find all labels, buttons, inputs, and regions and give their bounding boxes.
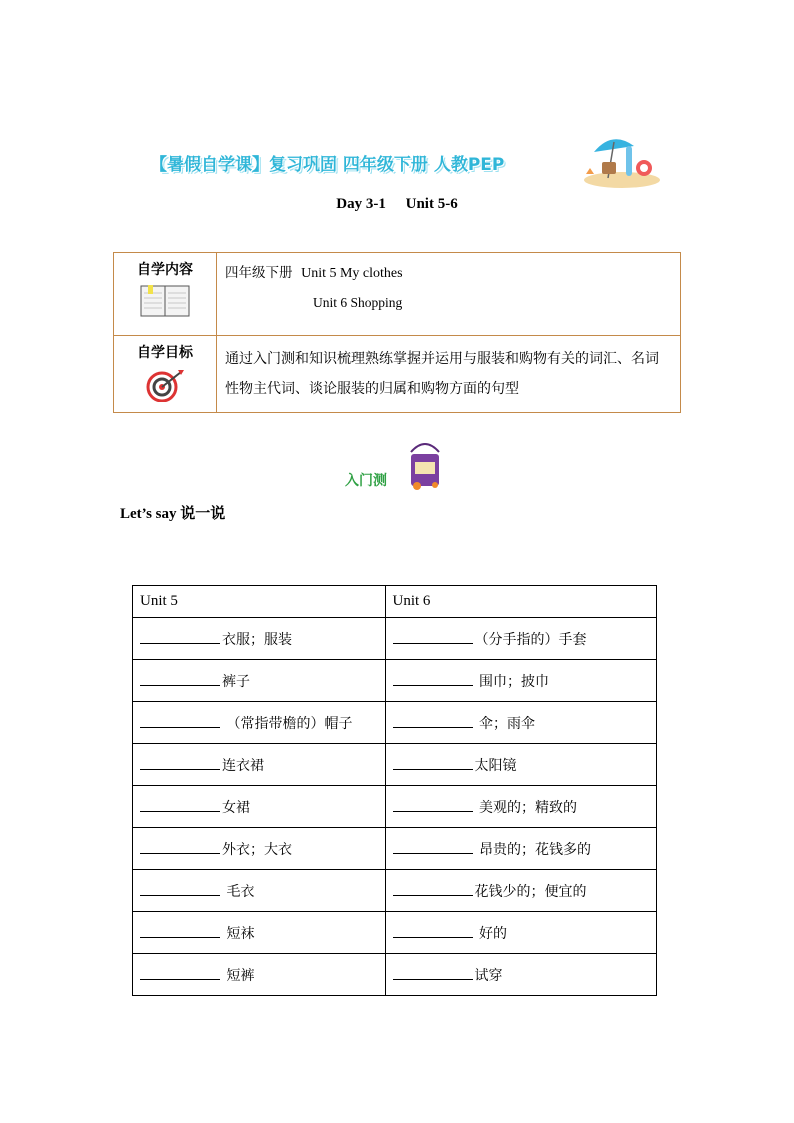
answer-blank[interactable] bbox=[140, 965, 220, 980]
lets-say-heading bbox=[120, 502, 225, 523]
content-cell bbox=[217, 253, 681, 336]
answer-blank[interactable] bbox=[140, 923, 220, 938]
page-banner-title: 【暑假自学课】复习巩固 四年级下册 人教PEP bbox=[150, 155, 505, 175]
answer-blank[interactable] bbox=[393, 713, 473, 728]
chinese-meaning: 试穿 bbox=[474, 967, 503, 984]
table-row bbox=[133, 828, 657, 870]
unit6-vocab-cell bbox=[385, 828, 656, 870]
table-row bbox=[133, 912, 657, 954]
beach-decoration-icon bbox=[582, 128, 662, 188]
vocab-header-unit6: Unit 6 bbox=[385, 586, 656, 618]
unit6-vocab-cell bbox=[385, 954, 656, 996]
unit6-vocab-cell bbox=[385, 660, 656, 702]
answer-blank[interactable] bbox=[140, 629, 220, 644]
chinese-meaning: 伞；雨伞 bbox=[474, 715, 535, 732]
chinese-meaning: （分手指的）手套 bbox=[474, 631, 587, 648]
unit6-vocab-cell bbox=[385, 786, 656, 828]
goal-row bbox=[114, 336, 681, 413]
table-row bbox=[133, 702, 657, 744]
unit-label: Unit 5-6 bbox=[405, 196, 458, 212]
table-row bbox=[133, 870, 657, 912]
content-label: 自学内容 bbox=[137, 262, 193, 278]
unit6-vocab-cell bbox=[385, 744, 656, 786]
chinese-meaning: 昂贵的；花钱多的 bbox=[474, 841, 591, 858]
content-label-cell bbox=[114, 253, 217, 336]
vocab-table bbox=[132, 585, 657, 996]
chinese-meaning: 裤子 bbox=[222, 673, 250, 690]
unit6-vocab-cell bbox=[385, 702, 656, 744]
answer-blank[interactable] bbox=[393, 839, 473, 854]
chinese-meaning: （常指带檐的）帽子 bbox=[222, 715, 353, 732]
unit6-vocab-cell bbox=[385, 912, 656, 954]
table-row bbox=[133, 954, 657, 996]
content-row bbox=[114, 253, 681, 336]
unit5-vocab-cell bbox=[133, 744, 386, 786]
goal-label-cell bbox=[114, 336, 217, 413]
answer-blank[interactable] bbox=[140, 755, 220, 770]
content-line-1 bbox=[225, 261, 672, 282]
chinese-meaning: 好的 bbox=[474, 925, 507, 942]
chinese-meaning: 连衣裙 bbox=[222, 757, 264, 774]
chinese-meaning: 太阳镜 bbox=[474, 757, 517, 774]
answer-blank[interactable] bbox=[393, 629, 473, 644]
chinese-meaning: 短袜 bbox=[222, 925, 255, 942]
chinese-meaning: 女裙 bbox=[222, 799, 250, 816]
unit5-vocab-cell bbox=[133, 702, 386, 744]
answer-blank[interactable] bbox=[140, 671, 220, 686]
vocab-header-row bbox=[133, 586, 657, 618]
vocab-header-unit5: Unit 5 bbox=[133, 586, 386, 618]
unit5-vocab-cell bbox=[133, 870, 386, 912]
answer-blank[interactable] bbox=[140, 881, 220, 896]
unit5-vocab-cell bbox=[133, 660, 386, 702]
chinese-meaning: 花钱少的；便宜的 bbox=[474, 883, 587, 900]
unit6-vocab-cell bbox=[385, 618, 656, 660]
content-grade: 四年级下册 bbox=[225, 265, 293, 281]
unit5-vocab-cell bbox=[133, 786, 386, 828]
chinese-meaning: 衣服；服装 bbox=[222, 631, 292, 648]
goal-text: 通过入门测和知识梳理熟练掌握并运用与服装和购物有关的词汇、名词性物主代词、谈论服装的归属和购物方面的句型 bbox=[217, 336, 681, 413]
target-icon bbox=[145, 368, 185, 402]
answer-blank[interactable] bbox=[140, 797, 220, 812]
content-unit6: Unit 6 Shopping bbox=[313, 295, 403, 310]
lets-say-zh: 说一说 bbox=[180, 504, 226, 522]
table-row bbox=[133, 786, 657, 828]
entry-test-label: 入门测 bbox=[345, 473, 387, 489]
study-plan-table bbox=[113, 252, 681, 413]
day-label: Day 3-1 bbox=[336, 196, 386, 212]
answer-blank[interactable] bbox=[393, 755, 473, 770]
chinese-meaning: 毛衣 bbox=[222, 883, 255, 900]
answer-blank[interactable] bbox=[140, 839, 220, 854]
content-unit5: Unit 5 My clothes bbox=[301, 266, 403, 281]
day-unit-subtitle bbox=[0, 196, 794, 213]
unit5-vocab-cell bbox=[133, 828, 386, 870]
table-row bbox=[133, 744, 657, 786]
trick-or-treat-bucket-icon bbox=[405, 440, 445, 490]
answer-blank[interactable] bbox=[393, 797, 473, 812]
answer-blank[interactable] bbox=[393, 923, 473, 938]
chinese-meaning: 短裤 bbox=[222, 967, 255, 984]
unit5-vocab-cell bbox=[133, 954, 386, 996]
goal-label: 自学目标 bbox=[137, 345, 193, 361]
chinese-meaning: 外衣；大衣 bbox=[222, 841, 292, 858]
answer-blank[interactable] bbox=[393, 965, 473, 980]
unit5-vocab-cell bbox=[133, 618, 386, 660]
lets-say-en: Let’s say bbox=[120, 506, 177, 522]
table-row bbox=[133, 660, 657, 702]
chinese-meaning: 美观的；精致的 bbox=[474, 799, 577, 816]
notebook-icon bbox=[140, 285, 190, 317]
unit6-vocab-cell bbox=[385, 870, 656, 912]
answer-blank[interactable] bbox=[393, 881, 473, 896]
answer-blank[interactable] bbox=[393, 671, 473, 686]
chinese-meaning: 围巾；披巾 bbox=[474, 673, 549, 690]
table-row bbox=[133, 618, 657, 660]
unit5-vocab-cell bbox=[133, 912, 386, 954]
answer-blank[interactable] bbox=[140, 713, 220, 728]
